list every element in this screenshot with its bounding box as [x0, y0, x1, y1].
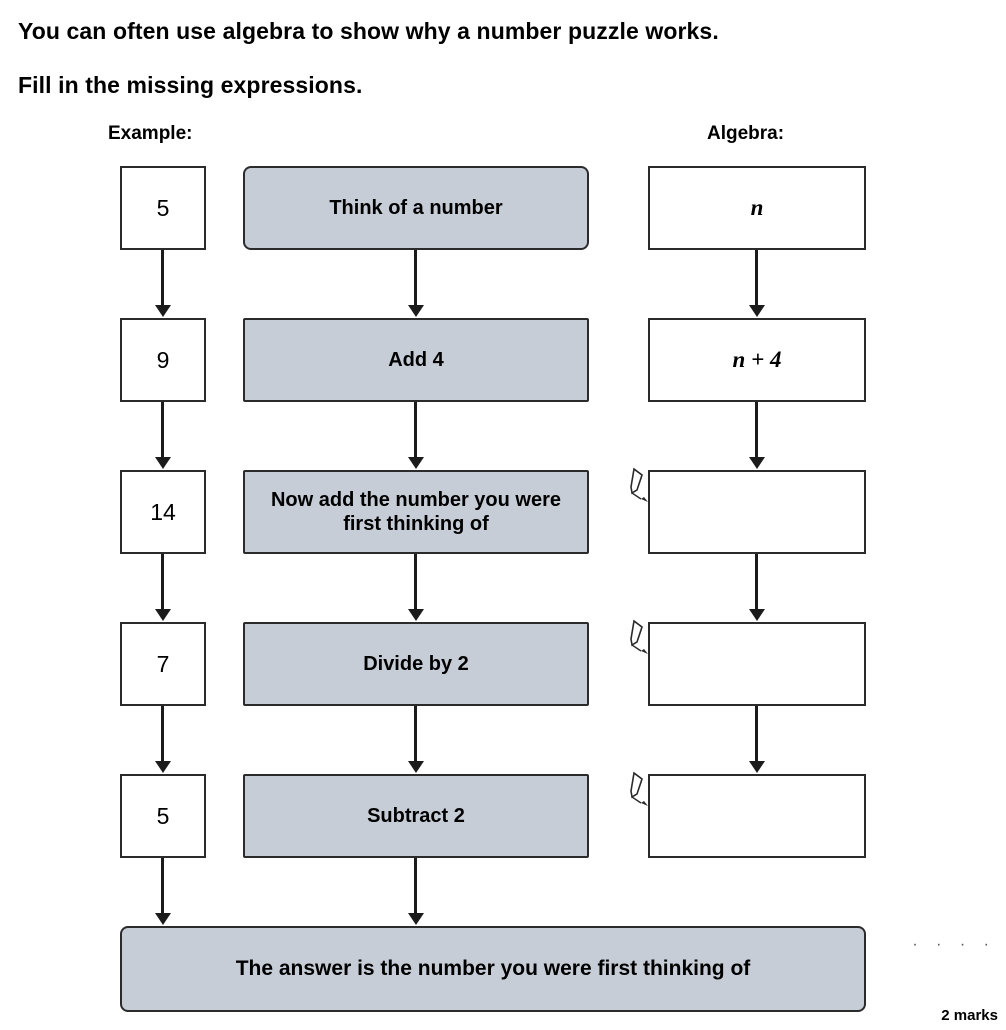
- marks-label: 2 marks: [941, 1007, 998, 1024]
- example-value-2: 9: [120, 318, 206, 402]
- example-value-3: 14: [120, 470, 206, 554]
- pencil-icon-5: [628, 770, 658, 810]
- arrow-instruction-3: [414, 554, 417, 610]
- decorative-dots: · · · ·: [912, 936, 996, 953]
- arrow-instruction-1: [414, 250, 417, 306]
- instruction-box-1: Think of a number: [243, 166, 589, 250]
- example-value-5: 5: [120, 774, 206, 858]
- pencil-icon-3: [628, 466, 658, 506]
- algebra-value-2: n + 4: [732, 346, 782, 372]
- instruction-box-5: Subtract 2: [243, 774, 589, 858]
- algebra-answer-field-4[interactable]: [648, 622, 866, 706]
- column-heading-example: Example:: [108, 123, 193, 144]
- instruction-box-4: Divide by 2: [243, 622, 589, 706]
- arrow-algebra-1: [755, 250, 758, 306]
- example-value-4: 7: [120, 622, 206, 706]
- arrow-algebra-2: [755, 402, 758, 458]
- arrow-instruction-2: [414, 402, 417, 458]
- arrow-example-3: [161, 554, 164, 610]
- example-value-1: 5: [120, 166, 206, 250]
- instruction-box-2: Add 4: [243, 318, 589, 402]
- algebra-answer-field-3[interactable]: [648, 470, 866, 554]
- column-heading-algebra: Algebra:: [707, 123, 785, 144]
- arrow-algebra-4: [755, 706, 758, 762]
- intro-line-2: Fill in the missing expressions.: [18, 72, 363, 98]
- arrow-example-4: [161, 706, 164, 762]
- algebra-value-1: n: [750, 194, 764, 220]
- arrow-example-5: [161, 858, 164, 914]
- arrow-example-1: [161, 250, 164, 306]
- algebra-box-2: [648, 318, 866, 402]
- instruction-box-3: Now add the number you were first thinking of: [243, 470, 589, 554]
- arrow-instruction-4: [414, 706, 417, 762]
- pencil-icon-4: [628, 618, 658, 658]
- arrow-example-2: [161, 402, 164, 458]
- arrow-instruction-5: [414, 858, 417, 914]
- conclusion-box: The answer is the number you were first thinking of: [120, 926, 866, 1012]
- arrow-algebra-3: [755, 554, 758, 610]
- intro-line-1: You can often use algebra to show why a number puzzle works.: [18, 18, 719, 44]
- algebra-box-1: [648, 166, 866, 250]
- algebra-answer-field-5[interactable]: [648, 774, 866, 858]
